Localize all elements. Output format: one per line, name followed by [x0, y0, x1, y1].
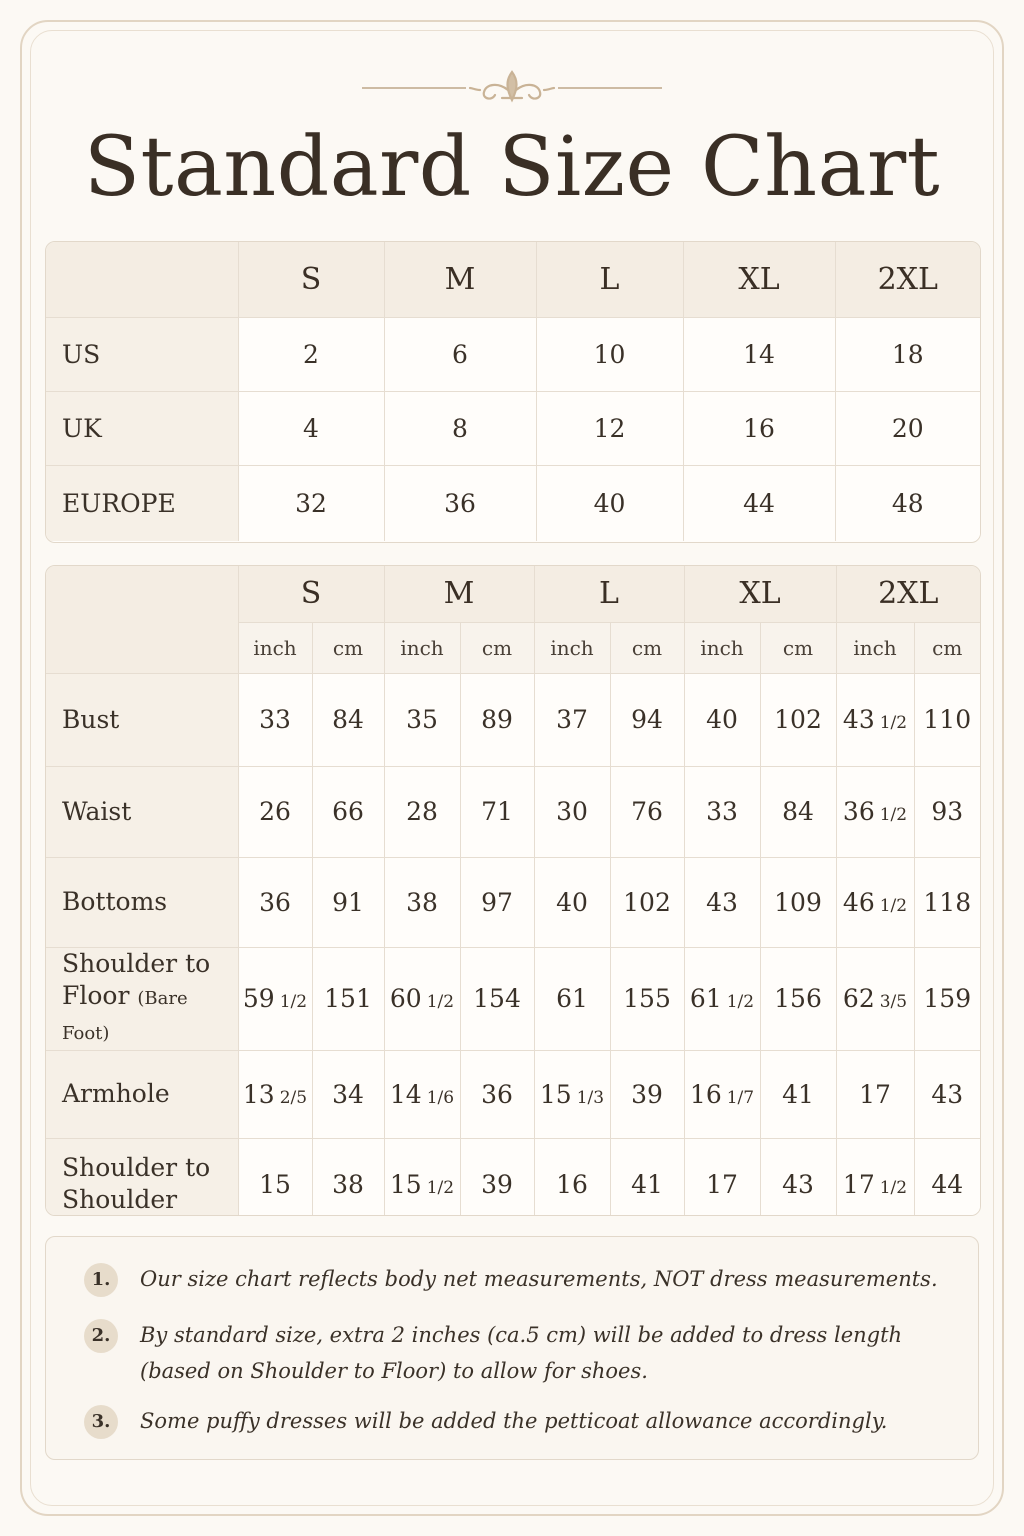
unit-cm-header: cm	[312, 622, 384, 673]
cell-fraction: 1/2	[879, 805, 908, 825]
table-cell	[384, 1050, 460, 1138]
table-cell: 6	[384, 317, 536, 391]
cell-value: 159	[923, 984, 972, 1013]
unit-cm-header: cm	[610, 622, 684, 673]
size-header: L	[534, 566, 684, 622]
table-cell	[914, 1138, 980, 1216]
table-cell: 18	[835, 317, 980, 391]
table-cell	[610, 947, 684, 1050]
table-cell	[460, 947, 534, 1050]
cell-fraction: 1/2	[426, 1177, 455, 1198]
cell-fraction: 1/3	[576, 1087, 605, 1108]
cell-value: 43	[782, 1169, 814, 1199]
cell-value: 36	[259, 887, 291, 917]
cell-fraction: 1/2	[279, 992, 308, 1012]
table-cell	[238, 766, 312, 857]
table-cell	[534, 947, 610, 1050]
cell-fraction: 1/2	[726, 992, 755, 1012]
cell-fraction: 1/7	[726, 1087, 755, 1108]
table-cell	[610, 1050, 684, 1138]
cell-value: 89	[481, 705, 513, 734]
unit-cm-header: cm	[914, 622, 980, 673]
row-label	[46, 766, 238, 857]
table-cell	[312, 947, 384, 1050]
size-header: L	[536, 242, 683, 317]
cell-value: 37	[556, 705, 588, 734]
table-cell	[914, 766, 980, 857]
table-cell: 36	[384, 465, 536, 541]
cell-value: 39	[481, 1169, 513, 1199]
note-line: Our size chart reflects body net measurements, NOT dress measurements.	[140, 1267, 938, 1291]
table-cell	[384, 766, 460, 857]
cell-value: 41	[782, 1079, 814, 1109]
cell-value: 43	[931, 1079, 964, 1109]
note-text	[140, 1317, 940, 1389]
table-cell	[238, 673, 312, 766]
note-number-badge: 3.	[84, 1405, 118, 1439]
table-cell	[610, 673, 684, 766]
cell-value: 151	[324, 984, 372, 1013]
table-cell: 2	[238, 317, 384, 391]
cell-value: 26	[259, 797, 291, 826]
table-cell	[760, 947, 836, 1050]
conversion-row-us	[46, 317, 980, 391]
table-cell: 48	[835, 465, 980, 541]
cell-value: 94	[631, 705, 663, 734]
table-cell	[312, 673, 384, 766]
cell-value: 102	[623, 887, 671, 917]
cell-value: 43	[842, 705, 875, 734]
row-label	[46, 857, 238, 947]
unit-inch-header: inch	[684, 622, 760, 673]
table-cell	[684, 1138, 760, 1216]
cell-fraction: 3/5	[879, 992, 908, 1012]
cell-value: 39	[631, 1079, 663, 1109]
row-label-line1: Bust	[62, 704, 120, 734]
table-cell	[384, 673, 460, 766]
table-cell	[684, 766, 760, 857]
table-row	[46, 1138, 980, 1216]
row-label	[46, 947, 238, 1050]
cell-value: 40	[556, 887, 588, 917]
row-label: EUROPE	[46, 465, 238, 541]
table-cell	[384, 1138, 460, 1216]
note-text	[140, 1261, 940, 1297]
row-label	[46, 1050, 238, 1138]
table-cell: 8	[384, 391, 536, 465]
cell-value: 84	[332, 705, 364, 734]
notes-box	[45, 1236, 979, 1460]
size-header: S	[238, 242, 384, 317]
table-cell	[914, 857, 980, 947]
cell-value: 41	[631, 1169, 663, 1199]
cell-value: 84	[782, 797, 814, 826]
size-header: M	[384, 566, 534, 622]
note-number-badge: 2.	[84, 1319, 118, 1353]
size-conversion-table	[45, 241, 981, 543]
empty-corner-cell	[46, 566, 238, 673]
cell-value: 15	[539, 1079, 572, 1109]
table-cell	[836, 857, 914, 947]
measurements-table	[45, 565, 981, 1216]
cell-value: 17	[842, 1169, 875, 1199]
cell-value: 59	[242, 984, 275, 1013]
page-title: Standard Size Chart	[83, 120, 941, 215]
cell-value: 76	[631, 797, 663, 826]
table-cell: 10	[536, 317, 683, 391]
table-cell	[384, 947, 460, 1050]
table-cell	[610, 766, 684, 857]
cell-value: 34	[332, 1079, 364, 1109]
table-cell	[238, 947, 312, 1050]
table-cell	[460, 1050, 534, 1138]
table-cell	[312, 1138, 384, 1216]
cell-value: 13	[242, 1079, 275, 1109]
cell-value: 38	[332, 1169, 364, 1199]
table-cell	[312, 766, 384, 857]
conversion-row-uk	[46, 391, 980, 465]
table-cell	[684, 1050, 760, 1138]
cell-value: 30	[556, 797, 588, 826]
row-label-line2: Floor	[62, 980, 130, 1010]
table-cell	[836, 673, 914, 766]
cell-fraction: 1/2	[879, 895, 908, 916]
table-cell: 4	[238, 391, 384, 465]
table-cell	[760, 1138, 836, 1216]
cell-value: 15	[389, 1169, 422, 1199]
row-label-line1: Bottoms	[62, 887, 168, 916]
cell-value: 17	[706, 1169, 738, 1199]
size-header: XL	[683, 242, 835, 317]
cell-value: 33	[706, 797, 738, 826]
empty-corner-cell	[46, 242, 238, 317]
unit-inch-header: inch	[384, 622, 460, 673]
table-row	[46, 673, 980, 766]
note-line: Some puffy dresses will be added the petticoat allowance accordingly.	[140, 1409, 888, 1433]
cell-value: 38	[406, 887, 438, 917]
table-cell	[384, 857, 460, 947]
cell-value: 17	[859, 1079, 891, 1109]
table-cell	[836, 1138, 914, 1216]
cell-value: 61	[689, 984, 722, 1013]
table-cell	[914, 947, 980, 1050]
table-cell: 40	[536, 465, 683, 541]
cell-fraction: 1/2	[879, 713, 908, 733]
cell-value: 44	[931, 1169, 964, 1199]
unit-inch-header: inch	[534, 622, 610, 673]
table-cell: 14	[683, 317, 835, 391]
table-cell: 44	[683, 465, 835, 541]
unit-cm-header: cm	[760, 622, 836, 673]
cell-value: 43	[706, 887, 738, 917]
row-label: UK	[46, 391, 238, 465]
cell-value: 62	[842, 984, 875, 1013]
row-label-line1: Shoulder to	[62, 1153, 211, 1183]
cell-value: 40	[706, 705, 738, 734]
table-cell	[238, 1138, 312, 1216]
cell-value: 71	[481, 797, 513, 826]
size-header: 2XL	[835, 242, 980, 317]
table-cell	[460, 857, 534, 947]
cell-value: 66	[332, 797, 364, 826]
table-cell	[312, 1050, 384, 1138]
cell-value: 36	[481, 1079, 513, 1109]
unit-inch-header: inch	[238, 622, 312, 673]
note-text	[140, 1403, 940, 1439]
table-cell	[684, 857, 760, 947]
row-label-note: (Bare Foot)	[62, 987, 188, 1044]
row-label	[46, 673, 238, 766]
size-header: XL	[684, 566, 836, 622]
cell-value: 16	[556, 1169, 588, 1199]
cell-fraction: 1/2	[426, 992, 455, 1012]
size-header: S	[238, 566, 384, 622]
table-row	[46, 766, 980, 857]
row-label-line1: Waist	[62, 796, 132, 826]
conversion-header-row	[46, 242, 980, 317]
table-cell: 12	[536, 391, 683, 465]
note-line: By standard size, extra 2 inches (ca.5 cm) will be added to dress length	[140, 1323, 903, 1347]
table-cell	[610, 1138, 684, 1216]
cell-value: 93	[931, 797, 964, 826]
cell-value: 46	[842, 887, 875, 917]
cell-value: 28	[406, 797, 438, 826]
table-cell	[684, 947, 760, 1050]
table-cell	[760, 673, 836, 766]
table-cell	[534, 1138, 610, 1216]
table-cell	[760, 766, 836, 857]
cell-value: 35	[406, 705, 438, 734]
table-cell	[684, 673, 760, 766]
cell-value: 14	[389, 1079, 422, 1109]
table-cell	[914, 1050, 980, 1138]
table-cell	[460, 673, 534, 766]
table-cell	[534, 1050, 610, 1138]
row-label-line1: Armhole	[62, 1079, 170, 1108]
table-cell: 16	[683, 391, 835, 465]
fleur-de-lis-icon	[360, 68, 664, 108]
size-header: M	[384, 242, 536, 317]
measurement-size-header-row	[46, 566, 980, 622]
table-row	[46, 857, 980, 947]
cell-value: 97	[481, 887, 513, 917]
note-line: (based on Shoulder to Floor) to allow for shoes.	[140, 1359, 648, 1383]
table-cell	[836, 947, 914, 1050]
cell-value: 109	[774, 887, 822, 917]
table-row	[46, 1050, 980, 1138]
table-cell	[238, 857, 312, 947]
table-cell	[914, 673, 980, 766]
cell-fraction: 2/5	[279, 1087, 308, 1108]
table-cell	[836, 1050, 914, 1138]
cell-value: 15	[259, 1169, 291, 1199]
cell-value: 33	[259, 705, 291, 734]
unit-cm-header: cm	[460, 622, 534, 673]
table-cell	[760, 857, 836, 947]
table-cell	[460, 766, 534, 857]
cell-value: 155	[623, 984, 671, 1013]
cell-value: 102	[774, 705, 822, 734]
cell-value: 60	[389, 984, 422, 1013]
size-header: 2XL	[836, 566, 980, 622]
table-cell	[836, 766, 914, 857]
row-label-line2: Shoulder	[62, 1185, 178, 1215]
table-cell	[534, 857, 610, 947]
cell-fraction: 1/6	[426, 1087, 455, 1108]
cell-value: 61	[556, 984, 588, 1013]
table-cell	[534, 673, 610, 766]
row-label	[46, 1138, 238, 1216]
table-cell	[610, 857, 684, 947]
unit-inch-header: inch	[836, 622, 914, 673]
table-cell: 32	[238, 465, 384, 541]
table-cell	[534, 766, 610, 857]
table-cell	[460, 1138, 534, 1216]
cell-value: 16	[689, 1079, 722, 1109]
table-row	[46, 947, 980, 1050]
table-cell: 20	[835, 391, 980, 465]
cell-value: 91	[332, 887, 364, 917]
row-label: US	[46, 317, 238, 391]
table-cell	[760, 1050, 836, 1138]
cell-value: 118	[923, 887, 972, 917]
conversion-row-europe	[46, 465, 980, 541]
note-number-badge: 1.	[84, 1263, 118, 1297]
cell-value: 36	[842, 797, 875, 826]
cell-value: 156	[774, 984, 822, 1013]
table-cell	[312, 857, 384, 947]
cell-fraction: 1/2	[879, 1177, 908, 1198]
cell-value: 110	[923, 705, 972, 734]
cell-value: 154	[473, 984, 521, 1013]
table-cell	[238, 1050, 312, 1138]
row-label-line1: Shoulder to	[62, 948, 211, 978]
